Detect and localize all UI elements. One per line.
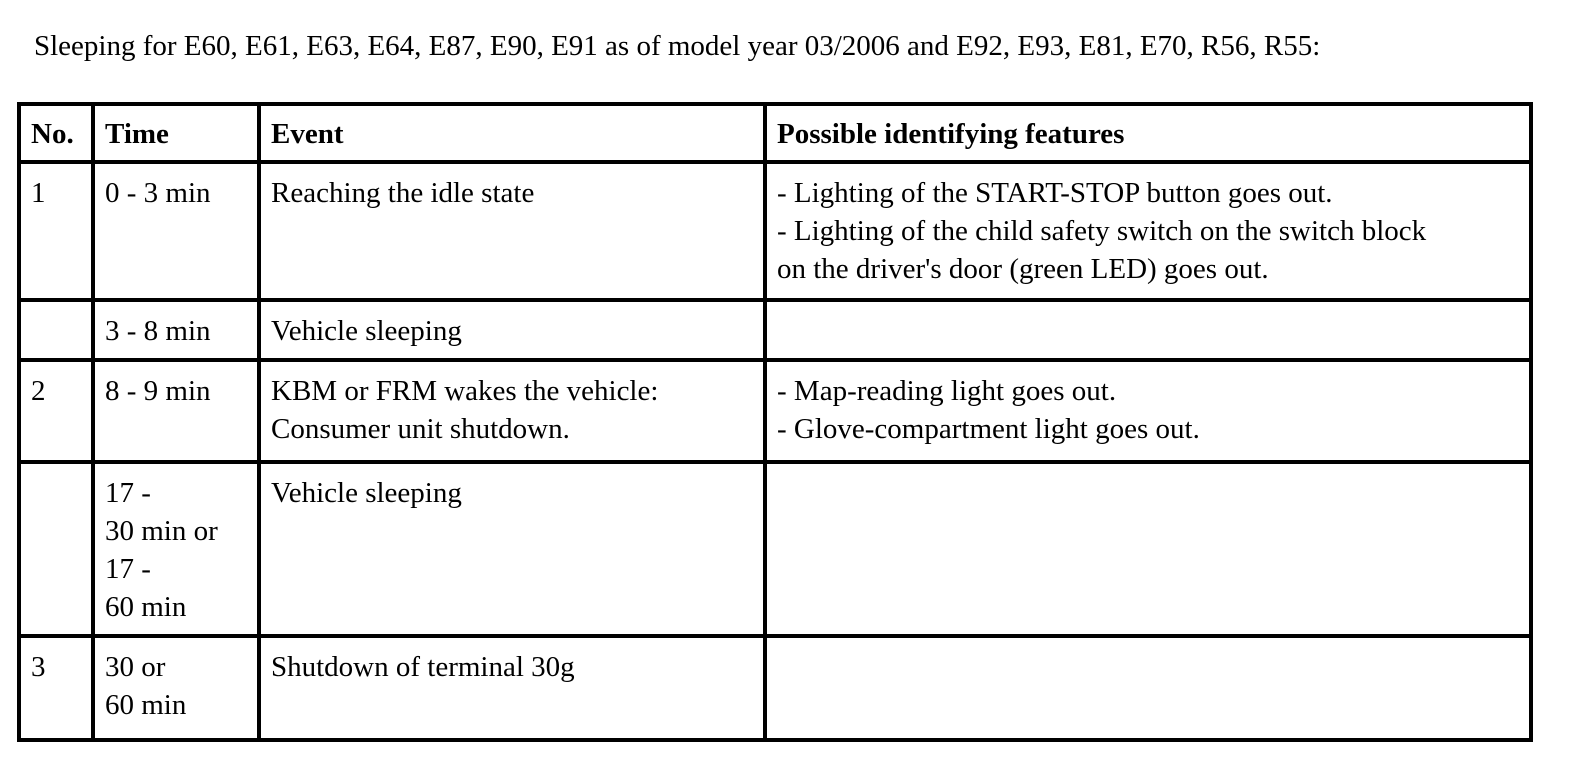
header-features: Possible identifying features [765, 104, 1531, 162]
page-heading: Sleeping for E60, E61, E63, E64, E87, E90, E91 as of model year 03/2006 and E92, E93, E81, E70, R56, R55: [34, 30, 1321, 62]
cell-event-line: Consumer unit shutdown. [271, 413, 570, 445]
cell-time-line: 60 min [105, 591, 187, 623]
cell-time-line: 3 - 8 min [105, 315, 211, 347]
cell-features [765, 300, 1531, 360]
cell-feature-line: - Map-reading light goes out. [777, 375, 1117, 407]
cell-time [93, 636, 259, 740]
cell-event [259, 162, 765, 300]
cell-time [93, 360, 259, 462]
cell-event [259, 636, 765, 740]
header-no: No. [19, 104, 93, 162]
cell-event [259, 300, 765, 360]
cell-event-line: Shutdown of terminal 30g [271, 651, 575, 683]
cell-time-line: 60 min [105, 689, 187, 721]
header-event: Event [259, 104, 765, 162]
header-time: Time [93, 104, 259, 162]
cell-time-line: 30 or [105, 651, 166, 683]
cell-feature-line: on the driver's door (green LED) goes out. [777, 253, 1269, 285]
cell-event [259, 360, 765, 462]
sleep-schedule-table [17, 102, 1533, 742]
cell-time-line: 0 - 3 min [105, 177, 211, 209]
cell-no: 1 [19, 162, 93, 300]
cell-event-line: KBM or FRM wakes the vehicle: [271, 375, 659, 407]
cell-no [19, 300, 93, 360]
cell-event [259, 462, 765, 636]
cell-time [93, 462, 259, 636]
table-row [19, 162, 1531, 300]
table-row [19, 636, 1531, 740]
cell-time-line: 17 - [105, 477, 151, 509]
cell-feature-line: - Lighting of the START-STOP button goes out. [777, 177, 1333, 209]
cell-features [765, 462, 1531, 636]
cell-time-line: 17 - [105, 553, 151, 585]
cell-no: 2 [19, 360, 93, 462]
cell-feature-line: - Glove-compartment light goes out. [777, 413, 1200, 445]
cell-feature-line: - Lighting of the child safety switch on the switch block [777, 215, 1427, 247]
table-row [19, 300, 1531, 360]
cell-event-line: Vehicle sleeping [271, 315, 462, 347]
table-row [19, 360, 1531, 462]
cell-features [765, 162, 1531, 300]
cell-no [19, 462, 93, 636]
cell-time [93, 300, 259, 360]
cell-features [765, 636, 1531, 740]
table-header-row [19, 104, 1531, 162]
cell-no: 3 [19, 636, 93, 740]
table-row [19, 462, 1531, 636]
cell-time-line: 30 min or [105, 515, 218, 547]
cell-event-line: Reaching the idle state [271, 177, 535, 209]
cell-features [765, 360, 1531, 462]
cell-event-line: Vehicle sleeping [271, 477, 462, 509]
cell-time-line: 8 - 9 min [105, 375, 211, 407]
cell-time [93, 162, 259, 300]
